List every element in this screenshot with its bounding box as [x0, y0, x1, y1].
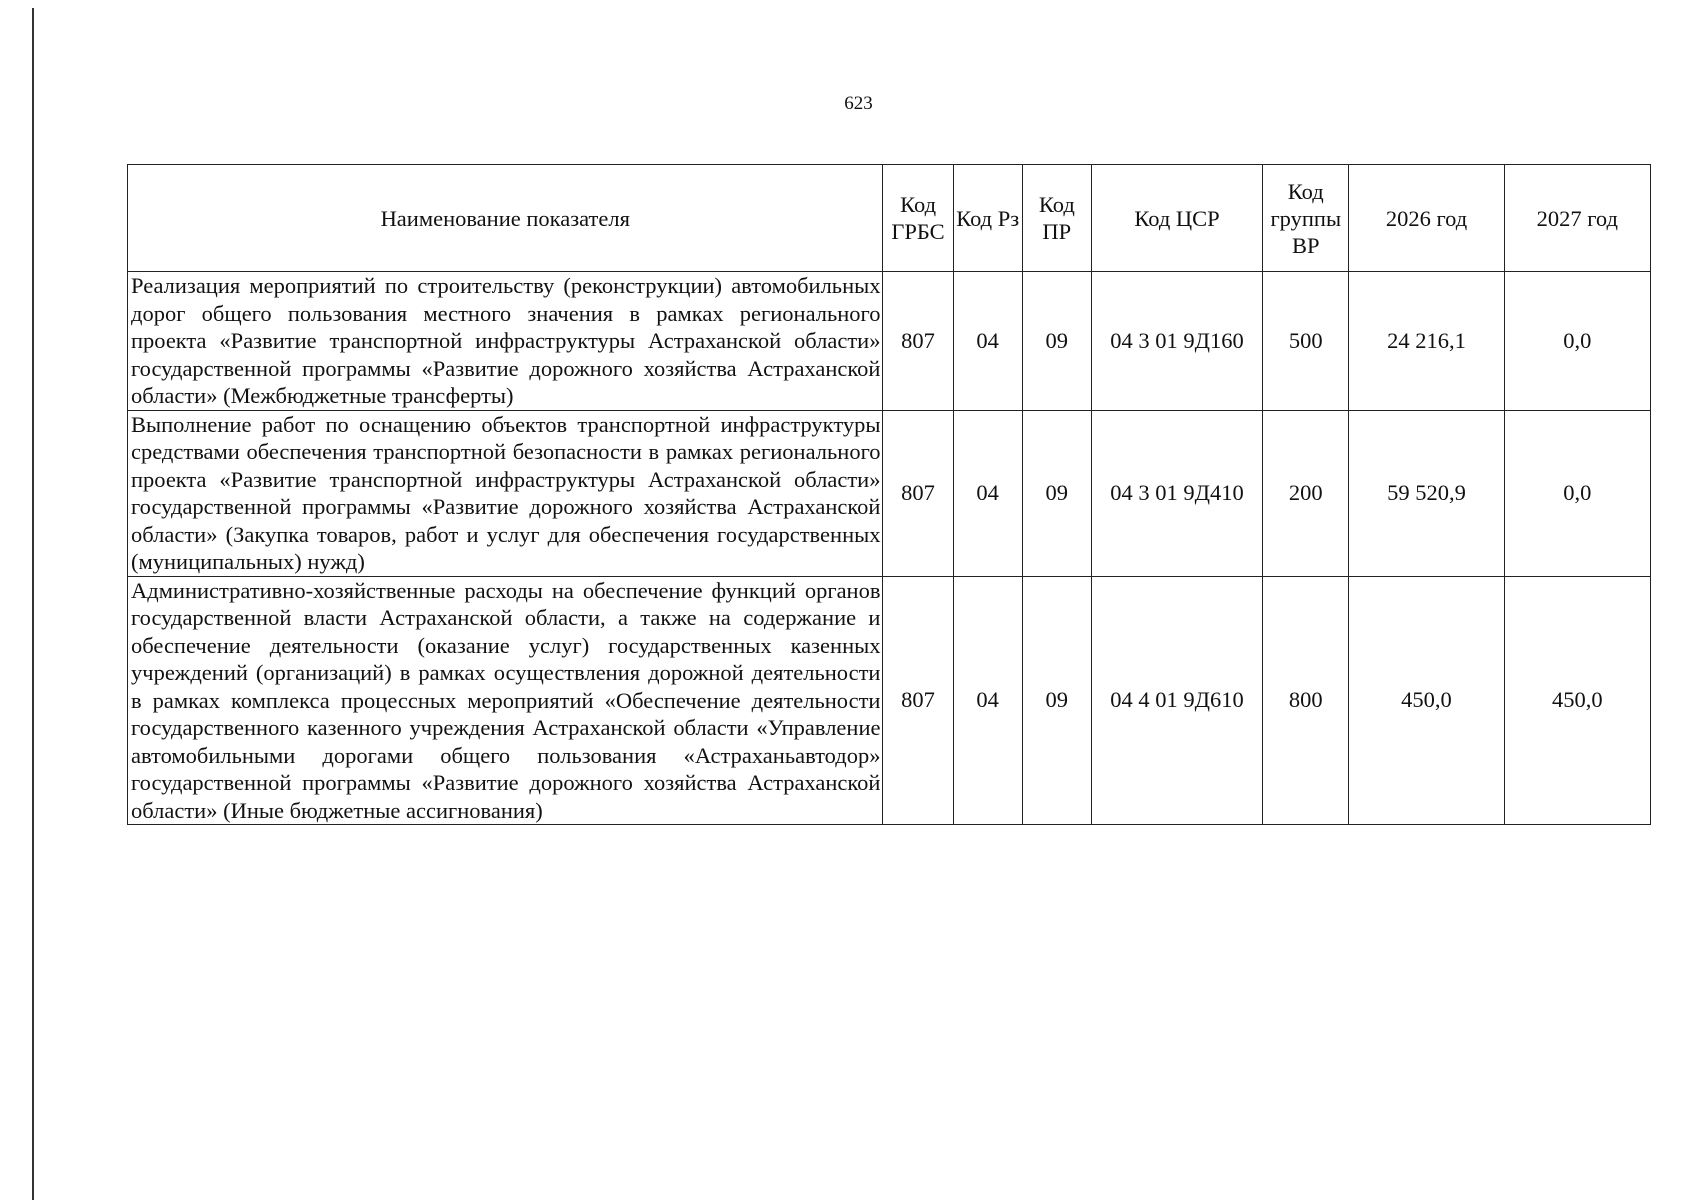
row-year-2026: 450,0: [1349, 576, 1504, 825]
budget-table: [127, 164, 1651, 825]
row-rz: 04: [953, 410, 1022, 576]
row-year-2027: 0,0: [1504, 272, 1650, 411]
row-year-2027: 0,0: [1504, 410, 1650, 576]
row-grbs: 807: [883, 410, 953, 576]
header-vr: Код группы ВР: [1263, 165, 1349, 272]
row-csr: 04 3 01 9Д410: [1091, 410, 1262, 576]
margin-rule: [32, 8, 34, 1200]
row-pr: 09: [1022, 576, 1091, 825]
row-rz: 04: [953, 272, 1022, 411]
row-name: Реализация мероприятий по строительству (реконструкции) автомобильных дорог общего пользования местного значения в рамках регионального проекта «Развитие транспортной инфраструктуры Астраханской области» государственной программы «Развитие дорожного хозяйства Астраханской области» (Межбюджетные трансферты): [128, 272, 883, 411]
row-vr: 500: [1263, 272, 1349, 411]
row-year-2027: 450,0: [1504, 576, 1650, 825]
header-year-2026: 2026 год: [1349, 165, 1504, 272]
row-pr: 09: [1022, 410, 1091, 576]
row-csr: 04 4 01 9Д610: [1091, 576, 1262, 825]
table-header-row: [128, 165, 1651, 272]
header-rz: Код Рз: [953, 165, 1022, 272]
header-name: Наименование показателя: [128, 165, 883, 272]
row-grbs: 807: [883, 576, 953, 825]
row-pr: 09: [1022, 272, 1091, 411]
table-row: [128, 576, 1651, 825]
header-pr: Код ПР: [1022, 165, 1091, 272]
row-grbs: 807: [883, 272, 953, 411]
row-csr: 04 3 01 9Д160: [1091, 272, 1262, 411]
row-vr: 800: [1263, 576, 1349, 825]
header-year-2027: 2027 год: [1504, 165, 1650, 272]
page-number: 623: [844, 93, 873, 114]
header-csr: Код ЦСР: [1091, 165, 1262, 272]
table-row: [128, 410, 1651, 576]
header-grbs: Код ГРБС: [883, 165, 953, 272]
row-name: Выполнение работ по оснащению объектов транспортной инфраструктуры средствами обеспечения транспортной безопасности в рамках регионального проекта «Развитие транспортной инфраструктуры Астраханской области» государственной программы «Развитие дорожного хозяйства Астраханской области» (Закупка товаров, работ и услуг для обеспечения государственных (муниципальных) нужд): [128, 410, 883, 576]
row-rz: 04: [953, 576, 1022, 825]
row-year-2026: 59 520,9: [1349, 410, 1504, 576]
row-year-2026: 24 216,1: [1349, 272, 1504, 411]
table-row: [128, 272, 1651, 411]
row-vr: 200: [1263, 410, 1349, 576]
row-name: Административно-хозяйственные расходы на обеспечение функций органов государственной власти Астраханской области, а также на содержание и обеспечение деятельности (оказание услуг) государственных казенных учреждений (организаций) в рамках осуществления дорожной деятельности в рамках комплекса процессных мероприятий «Обеспечение деятельности государственного казенного учреждения Астраханской области «Управление автомобильными дорогами общего пользования «Астраханьавтодор» государственной программы «Развитие дорожного хозяйства Астраханской области» (Иные бюджетные ассигнования): [128, 576, 883, 825]
